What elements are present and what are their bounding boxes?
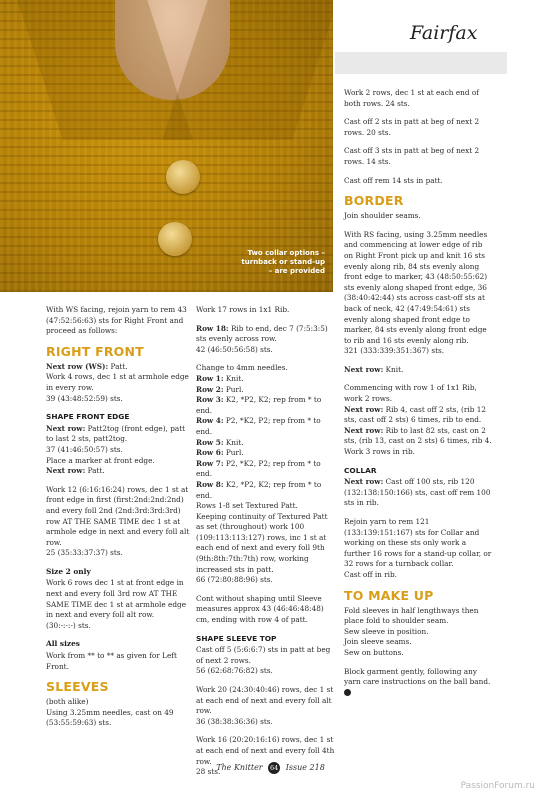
footer: [0, 762, 541, 774]
sst-sts56: 56 (62:68:76:82) sts.: [196, 666, 273, 676]
sleeves-cast-on: Using 3.25mm needles, cast on 49 (53:55:59:63) sts.: [46, 707, 174, 728]
border-text: With RS facing, using 3.25mm needles and commencing at lower edge of rib on Right Front pick up and knit 16 sts evenly along rib, 84 sts evenly along front edge to marker, 43 (48:50:55:62) sts evenly along shaped front edge, 36 (38:40:42:44) sts across cast-off sts at back of neck, 42 (47:49:54:61) sts evenly along shaped front edge to marker, 84 sts evenly along front edge to rib and 16 sts evenly along rib.: [344, 229, 488, 345]
border-heading: BORDER: [344, 193, 404, 209]
rejoin-text: Rejoin yarn to rem 121 (133:139:151:167) sts for Collar and working on these sts only work a further 16 rows for a stand-up collar, or 32 rows for a turnback collar.: [344, 517, 492, 569]
column-1: [46, 305, 194, 737]
magazine-name: The Knitter: [216, 763, 263, 772]
sfe-marker: Place a marker at front edge.: [46, 455, 155, 465]
make-up-1: Fold sleeves in half lengthways then place fold to shoulder seam.: [344, 605, 479, 626]
sst-work20: Work 20 (24:30:40:46) rows, dec 1 st at each end of next and every foll alt row.: [196, 685, 334, 716]
keeping-sts: 66 (72:80:88:96) sts.: [196, 575, 273, 585]
next-row-knit: Next row: Knit.: [344, 364, 404, 374]
sts25-text: 25 (35:33:37:37) sts.: [46, 548, 123, 558]
title-bar: [335, 52, 507, 74]
issue-number: Issue 218: [285, 763, 325, 772]
commencing-text: Commencing with row 1 of 1x1 Rib, work 2 rows.: [344, 383, 477, 404]
row7: Row 7: P2, *K2, P2; rep from * to end.: [196, 458, 321, 479]
row2: Row 2: Purl.: [196, 384, 244, 394]
collar-heading: COLLAR: [344, 465, 377, 475]
rf-next-row: Next row (WS): Patt.: [46, 361, 128, 371]
make-up-4: Sew on buttons.: [344, 647, 404, 657]
to-make-up-heading: TO MAKE UP: [344, 587, 434, 603]
cont-text: Cont without shaping until Sleeve measures approx 43 (46:46:48:48) cm, ending with row 4 of patt.: [196, 593, 324, 625]
rf-work4: Work 4 rows, dec 1 st at armhole edge in every row.: [46, 372, 189, 392]
intro-text: With WS facing, rejoin yarn to rem 43 (47:52:56:63) sts for Right Front and proceed as follows:: [46, 305, 187, 336]
sfe-next-row2: Next row: Patt.: [46, 466, 105, 476]
next-row-rib-last: Next row: Rib to last 82 sts, cast on 2 sts, (rib 13, cast on 2 sts) 6 times, rib 4.: [344, 425, 492, 446]
castoff3-text: Cast off 3 sts in patt at beg of next 2 rows. 14 sts.: [344, 146, 480, 166]
shape-front-edge-heading: SHAPE FRONT EDGE: [46, 412, 130, 422]
page-title: Fairfax: [410, 22, 478, 44]
button-bottom: [158, 222, 192, 256]
allsizes-text: Work from ** to ** as given for Left Front.: [46, 651, 177, 671]
row6: Row 6: Purl.: [196, 448, 244, 458]
sst-work16: Work 16 (20:20:16:16) rows, dec 1 st at each end of next and every foll 4th row.: [196, 735, 335, 766]
page-number: 64: [270, 764, 279, 772]
row1: Row 1: Knit.: [196, 373, 244, 383]
sst-sts28: 28 sts.: [196, 767, 221, 777]
sfe-sts37: 37 (41:46:50:57) sts.: [46, 444, 123, 454]
castoff14-text: Cast off rem 14 sts in patt.: [344, 175, 443, 185]
sleeves-heading: SLEEVES: [46, 679, 109, 695]
castoff-rib: Cast off in rib.: [344, 569, 397, 579]
row5: Row 5: Knit.: [196, 437, 244, 447]
size2-sts: (30:-:-:-) sts.: [46, 620, 91, 630]
rows-1-8: Rows 1-8 set Textured Patt.: [196, 501, 298, 511]
castoff2-text: Cast off 2 sts in patt at beg of next 2 rows. 20 sts.: [344, 117, 480, 137]
allsizes-heading: All sizes: [46, 639, 80, 649]
row8: Row 8: K2, *P2, K2; rep from * to end.: [196, 479, 322, 500]
make-up-3: Join sleeve seams.: [344, 637, 412, 647]
border-sts: 321 (333:339:351:367) sts.: [344, 346, 445, 356]
row3: Row 3: K2, *P2, K2; rep from * to end.: [196, 395, 322, 415]
right-front-heading: RIGHT FRONT: [46, 343, 144, 359]
next-row-rib4: Next row: Rib 4, cast off 2 sts, (rib 12 sts, cast off 2 sts) 6 times, rib to end.: [344, 404, 486, 425]
sweater-photo: [0, 0, 333, 292]
work3-text: Work 3 rows in rib.: [344, 447, 415, 457]
collar-next-row: Next row: Cast off 100 sts, rib 120 (132:138:150:166) sts, cast off rem 100 sts in rib.: [344, 477, 491, 508]
watermark: PassionForum.ru: [460, 781, 535, 791]
size2-heading: Size 2 only: [46, 566, 91, 576]
make-up-2: Sew sleeve in position.: [344, 626, 429, 636]
change-needles: Change to 4mm needles.: [196, 363, 288, 373]
row18-text: Row 18: Rib to end, dec 7 (7:5:3:5) sts evenly across row.: [196, 323, 328, 344]
end-mark-icon: [344, 689, 351, 696]
column-3: [344, 88, 492, 706]
work12-text: Work 12 (6:16:16:24) rows, dec 1 st at front edge in first (first:2nd:2nd:2nd) and every foll 2nd (2nd:3rd:3rd:3rd) row AT THE SAME TIME dec 1 st at armhole edge in next and every foll alt row.: [46, 484, 190, 547]
work2-text: Work 2 rows, dec 1 st at each end of both rows. 24 sts.: [344, 88, 479, 108]
column-2: [196, 305, 336, 786]
sleeves-both: (both alike): [46, 697, 89, 707]
row18-sts: 42 (46:50:56:58) sts.: [196, 344, 273, 354]
block-text: Block garment gently, following any yarn care instructions on the ball band.: [344, 667, 492, 699]
sst-cast: Cast off 5 (5:6:6:7) sts in patt at beg of next 2 rows.: [196, 645, 331, 665]
work17-text: Work 17 rows in 1x1 Rib.: [196, 305, 290, 314]
keeping-text: Keeping continuity of Textured Patt as set (throughout) work 100 (109:113:113:127) rows, inc 1 st at each end of next and every foll 9th (9th:8th:7th:7th) row, working increased sts in patt.: [196, 511, 328, 574]
size2-text: Work 6 rows dec 1 st at front edge in next and every foll 3rd row AT THE SAME TIME dec 1 st at armhole edge in next and every foll alt row.: [46, 578, 187, 620]
sst-sts36: 36 (38:38:36:36) sts.: [196, 716, 273, 726]
rf-sts39: 39 (43:48:52:59) sts.: [46, 393, 123, 403]
row4: Row 4: P2, *K2, P2; rep from * to end.: [196, 416, 321, 436]
join-text: Join shoulder seams.: [344, 211, 421, 221]
photo-caption: Two collar options – turnback or stand-up – are provided: [241, 249, 325, 275]
sfe-next-row: Next row: Patt2tog (front edge), patt to last 2 sts, patt2tog.: [46, 423, 186, 444]
button-top: [166, 160, 200, 194]
shape-sleeve-top-heading: SHAPE SLEEVE TOP: [196, 633, 277, 643]
